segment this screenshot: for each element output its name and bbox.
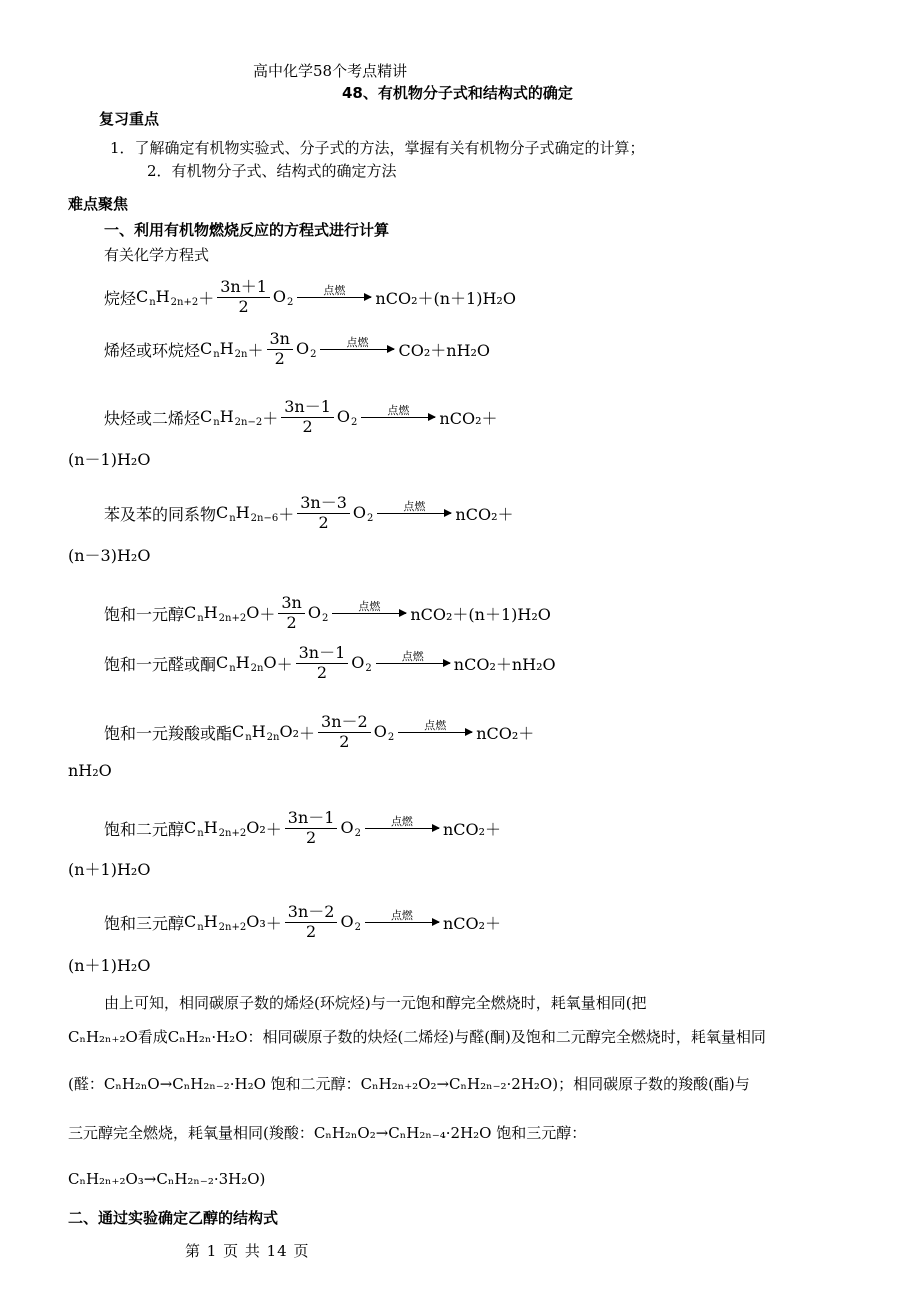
plus-sign: ＋ [198,288,215,308]
reactant-formula [232,722,299,743]
arrow-line [398,732,472,733]
reactant-name: 炔烃或二烯烃 [104,408,201,428]
formula-symbol: C [200,406,213,426]
formula-symbol: C [184,602,197,622]
formula-symbol: H [219,406,234,426]
coefficient-numerator: 3n－1 [281,398,334,417]
arrow-condition: 点燃 [390,908,413,922]
review-heading: 复习重点 [99,110,160,128]
formula-symbol: C [200,338,213,358]
reactant-name: 烷烃 [104,288,137,308]
formula-symbol: H [203,602,218,622]
oxygen-coefficient [297,494,350,532]
oxygen-coefficient [318,713,371,751]
formula-subscript: n [213,416,220,428]
reactant-name: 饱和一元醇 [104,604,185,624]
products: nCO₂＋ [455,504,514,524]
formula-subscript: 2n+2 [218,612,247,624]
products-continued: (n－3)H₂O [68,546,151,565]
reaction-arrow [398,720,472,733]
oxygen-formula: $O_2$ [340,911,361,933]
equation-row [104,272,516,322]
formula-symbol: C [232,721,245,741]
oxygen-formula: $O_2$ [307,602,329,624]
reaction-arrow [365,816,439,829]
difficulty-heading: 难点聚焦 [68,195,129,213]
coefficient-denominator: 2 [316,662,328,682]
formula-subscript: 2n−2 [234,416,263,428]
coefficient-numerator: 3n－2 [318,713,371,732]
page-title: 48、有机物分子式和结构式的确定 [342,84,573,102]
reaction-arrow [297,285,371,298]
products-continued: (n＋1)H₂O [68,956,151,975]
arrow-line [297,297,371,298]
conclusion-line-4: 三元醇完全燃烧，耗氧量相同(羧酸：CₙH₂ₙO₂→CₙH₂ₙ₋₄·2H₂O 饱和三元醇： [68,1124,587,1142]
formula-subscript: 2n+2 [218,921,247,933]
coefficient-denominator: 2 [306,827,317,847]
formula-symbol: H [219,338,234,358]
formula-subscript: n [197,612,204,624]
arrow-condition: 点燃 [358,599,381,613]
reactant-name: 烯烃或环烷烃 [104,340,201,360]
coefficient-denominator: 2 [306,921,317,941]
oxygen-formula: $O_2$ [351,652,372,674]
equation-row [104,588,551,638]
formula-subscript: 2n+2 [218,827,247,839]
oxygen-formula: $O_2$ [295,338,317,360]
coefficient-numerator: 3n－3 [297,494,350,513]
formula-symbol: C [184,911,197,931]
formula-symbol: C [184,817,197,837]
arrow-line [361,417,435,418]
coefficient-denominator: 2 [286,612,297,632]
equation-row [104,803,501,853]
coefficient-denominator: 2 [302,416,313,436]
equation-row [104,392,498,442]
reactant-formula [136,287,198,308]
equation-row [104,324,490,374]
review-item-2: 2．有机物分子式、结构式的确定方法 [147,162,397,180]
reaction-arrow [361,405,435,418]
reactant-formula [184,603,259,624]
formula-symbol: H [155,286,170,306]
arrow-line [376,663,450,664]
equations-intro: 有关化学方程式 [104,246,210,264]
coefficient-denominator: 2 [238,296,249,316]
section-2-title: 二、通过实验确定乙醇的结构式 [68,1209,279,1227]
formula-subscript: n [229,512,236,524]
reaction-arrow [320,337,394,350]
coefficient-denominator: 2 [274,348,285,368]
coefficient-denominator: 2 [339,731,350,751]
formula-subscript: 2n [266,731,280,743]
formula-symbol: O₂ [246,817,266,837]
reactant-name: 饱和三元醇 [104,913,185,933]
oxygen-coefficient [267,330,293,368]
products: nCO₂＋nH₂O [453,654,556,674]
formula-subscript: 2n+2 [170,296,199,308]
page-number: 第 1 页 共 14 页 [185,1242,310,1260]
conclusion-line-2: CₙH₂ₙ₊₂O看成CₙH₂ₙ·H₂O：相同碳原子数的炔烃(二烯烃)与醛(酮)及饱和二元醇完全燃烧时，耗氧量相同 [68,1028,766,1046]
coefficient-numerator: 3n [278,594,304,613]
oxygen-formula: $O_2$ [340,817,361,839]
plus-sign: ＋ [259,604,276,624]
arrow-line [320,349,394,350]
formula-subscript: n [197,827,204,839]
formula-subscript: n [245,731,252,743]
formula-subscript: n [213,348,220,360]
reactant-formula [216,653,277,674]
oxygen-formula: $O_2$ [272,286,294,308]
arrow-line [377,513,451,514]
formula-symbol: C [216,502,229,522]
oxygen-coefficient [285,903,338,941]
products: nCO₂＋ [476,723,535,743]
conclusion-line-3: (醛：CₙH₂ₙO→CₙH₂ₙ₋₂·H₂O 饱和二元醇：CₙH₂ₙ₊₂O₂→CₙH₂ₙ₋₂·2H₂O)；相同碳原子数的羧酸(酯)与 [68,1075,750,1093]
coefficient-numerator: 3n－2 [285,903,338,922]
reactant-name: 饱和一元醛或酮 [104,654,217,674]
reaction-arrow [377,501,451,514]
equation-row [104,707,534,757]
formula-symbol: H [203,911,218,931]
formula-subscript: 2n [250,662,264,674]
products: nCO₂＋ [439,408,498,428]
arrow-line [332,613,406,614]
arrow-condition: 点燃 [387,403,410,417]
formula-subscript: n [149,296,156,308]
arrow-condition: 点燃 [401,649,424,663]
series-title: 高中化学58个考点精讲 [253,62,408,80]
products: nCO₂＋ [442,819,502,839]
products: nCO₂＋(n＋1)H₂O [375,288,516,308]
formula-symbol: C [136,286,149,306]
oxygen-coefficient [278,594,304,632]
plus-sign: ＋ [265,913,282,933]
plus-sign: ＋ [278,504,295,524]
plus-sign: ＋ [262,408,279,428]
products-continued: (n－1)H₂O [68,450,151,469]
plus-sign: ＋ [276,654,293,674]
plus-sign: ＋ [265,819,282,839]
arrow-condition: 点燃 [424,718,447,732]
section-1-title: 一、利用有机物燃烧反应的方程式进行计算 [104,221,390,239]
formula-subscript: 2n [234,348,248,360]
reactant-formula [200,407,262,428]
reactant-formula [184,912,266,933]
oxygen-coefficient [217,278,270,316]
arrow-condition: 点燃 [403,499,426,513]
formula-subscript: n [197,921,204,933]
products-continued: (n＋1)H₂O [68,860,151,879]
reaction-arrow [365,910,439,923]
reaction-arrow [332,601,406,614]
oxygen-formula: $O_2$ [336,406,358,428]
coefficient-numerator: 3n－1 [285,809,338,828]
formula-subscript: n [229,662,236,674]
oxygen-formula: $O_2$ [352,502,374,524]
arrow-condition: 点燃 [346,335,369,349]
formula-symbol: H [235,502,250,522]
plus-sign: ＋ [247,340,264,360]
oxygen-coefficient [285,809,338,847]
formula-symbol: O₂ [279,721,300,741]
formula-symbol: H [203,817,218,837]
plus-sign: ＋ [299,723,316,743]
arrow-line [365,828,439,829]
conclusion-line-1: 由上可知，相同碳原子数的烯烃(环烷烃)与一元饱和醇完全燃烧时，耗氧量相同(把 [104,994,647,1012]
equation-row [104,897,501,947]
reactant-formula [184,818,266,839]
reactant-formula [200,339,247,360]
coefficient-numerator: 3n＋1 [217,278,270,297]
arrow-condition: 点燃 [390,814,413,828]
oxygen-coefficient [281,398,334,436]
arrow-line [365,922,439,923]
conclusion-line-5: CₙH₂ₙ₊₂O₃→CₙH₂ₙ₋₂·3H₂O) [68,1170,266,1188]
formula-symbol: O₃ [246,911,266,931]
reactant-name: 苯及苯的同系物 [104,504,217,524]
products-continued: nH₂O [68,761,112,780]
formula-symbol: C [216,652,229,672]
coefficient-denominator: 2 [318,512,329,532]
arrow-condition: 点燃 [323,283,346,297]
coefficient-numerator: 3n－1 [296,644,349,663]
equation-row [104,488,514,538]
products: CO₂＋nH₂O [398,340,491,360]
formula-symbol: H [235,652,250,672]
review-item-1: 1．了解确定有机物实验式、分子式的方法，掌握有关有机物分子式确定的计算； [110,139,645,157]
oxygen-formula: $O_2$ [373,721,395,743]
coefficient-numerator: 3n [267,330,293,349]
reactant-name: 饱和一元羧酸或酯 [104,723,233,743]
oxygen-coefficient [296,644,349,682]
formula-subscript: 2n−6 [250,512,279,524]
formula-symbol: O [246,602,260,622]
formula-symbol: H [251,721,266,741]
products: nCO₂＋(n＋1)H₂O [410,604,551,624]
equation-row [104,638,556,688]
reactant-formula [216,503,278,524]
products: nCO₂＋ [442,913,502,933]
reactant-name: 饱和二元醇 [104,819,185,839]
reaction-arrow [376,651,450,664]
formula-symbol: O [263,652,277,672]
